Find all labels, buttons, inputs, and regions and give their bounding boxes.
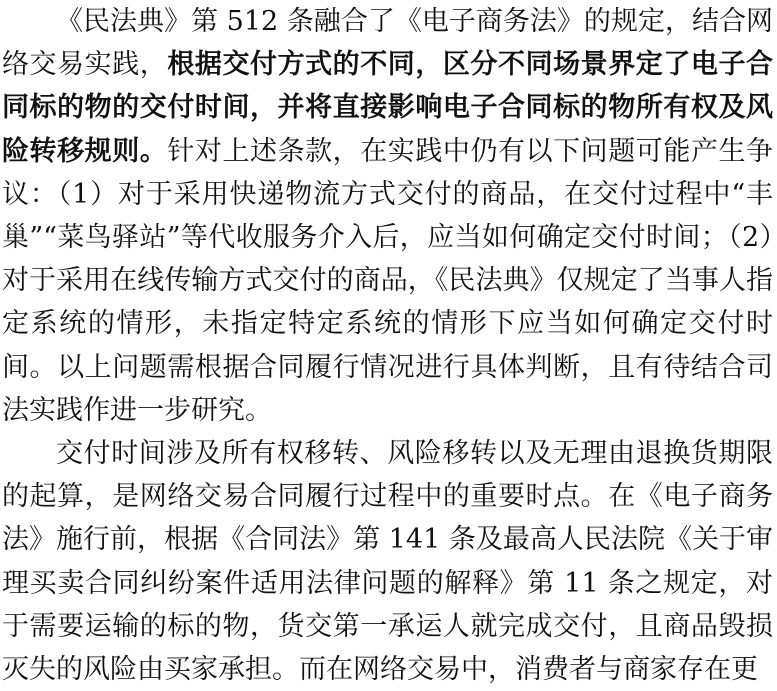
paragraph-2-text: 交付时间涉及所有权移转、风险移转以及无理由退换货期限的起算，是网络交易合同履行过程中的重要时点。在《电子商务法》施行前，根据《合同法》第 141 条及最高人民法院《关于审理买卖合同纠纷案件适用法律问题的解释》第 11 条之规定，对于需要运输的标的物，货交第一承运人就完成交付，且商品毁损灭失的风险由买家承担。而在网络交易中，消费者与商家存在更 [2,438,773,686]
paragraph-1-text-b: 针对上述条款，在实践中仍有以下问题可能产生争议：（1）对于采用快递物流方式交付的商品，在交付过程中“丰巢”“菜鸟驿站”等代收服务介入后，应当如何确定交付时间；（2）对于采用在线传输方式交付的商品，《民法典》仅规定了当事人指定系统的情形，未指定特定系统的情形下应当如何确定交付时间。以上问题需根据合同履行情况进行具体判断，且有待结合司法实践作进一步研究。 [2,135,774,426]
paragraph-1-text-a: 《民法典》第 512 条融合了《电子商务法》的规定，结合网络交易实践， [2,6,773,81]
paragraph-2 [2,432,773,691]
paragraph-1-bold-text: 根据交付方式的不同，区分不同场景界定了电子合同标的物的交付时间，并将直接影响电子合同标的物所有权及风险转移规则。 [2,49,774,167]
paragraph-1 [2,0,773,432]
